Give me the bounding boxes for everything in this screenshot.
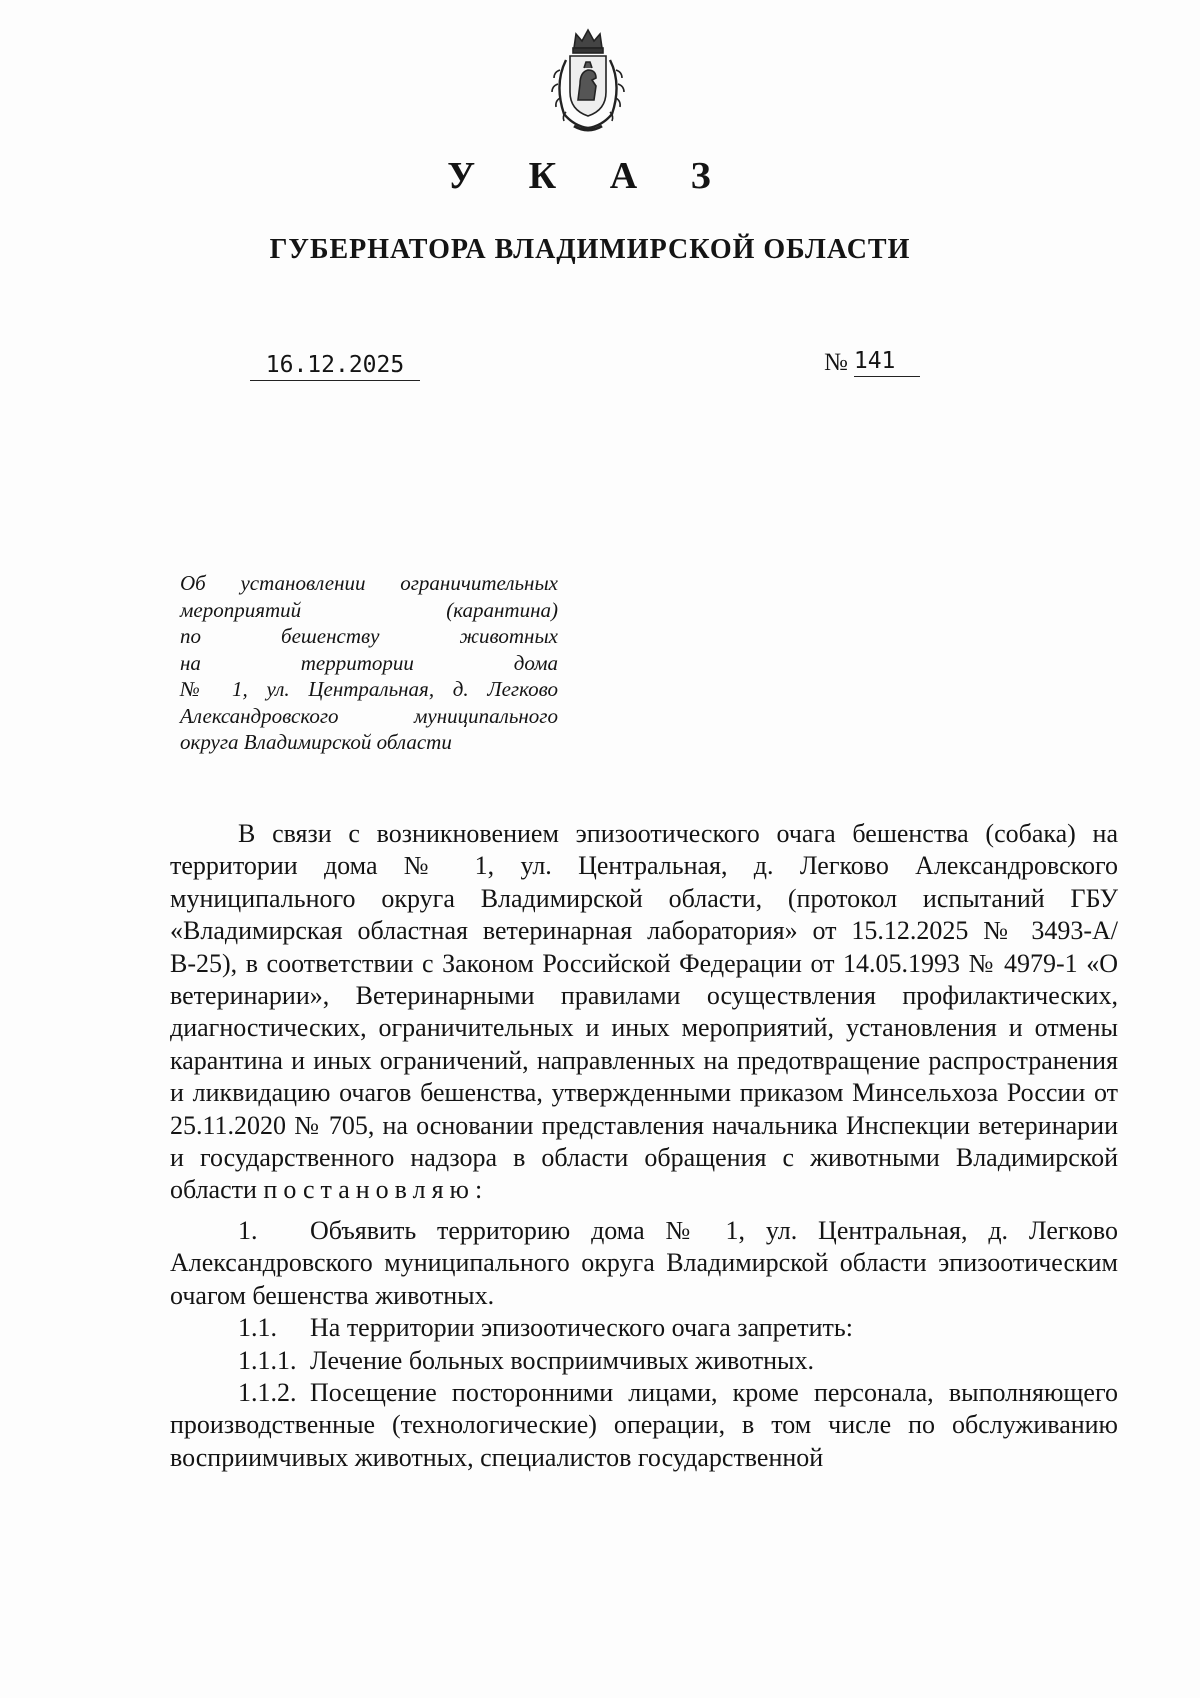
clause-text: Объявить территорию дома № 1, ул. Центральная, д. Легково Александровского муниципального округа Владимирской области эпизоотическим очагом бешенства животных. [170, 1215, 1118, 1310]
clause-text: На территории эпизоотического очага запретить: [310, 1313, 853, 1343]
clause-1-1 [170, 1312, 1118, 1344]
subject-line: № 1, ул. Центральная, д. Легково [180, 677, 558, 701]
clause-1-1-1 [170, 1345, 1118, 1377]
coat-of-arms-icon [540, 26, 636, 136]
subject-line: на территории дома [180, 650, 558, 675]
subject-line: Об установлении ограничительных [180, 571, 558, 595]
subject-line: по бешенству животных [180, 624, 558, 648]
clause-text: Посещение посторонними лицами, кроме персонала, выполняющего производственные (технологические) операции, в том числе по обслуживанию восприимчивых животных, специалистов государственной [170, 1377, 1118, 1472]
subject-line: Александровского муниципального [180, 703, 558, 728]
decree-subject [180, 570, 558, 756]
preamble-verb: постановляю: [263, 1175, 489, 1205]
number-sign: № [824, 349, 848, 376]
decree-body [170, 818, 1118, 1474]
number-value: 141 [854, 348, 920, 377]
clause-number: 1.1.1. [238, 1345, 297, 1375]
clause-number: 1.1.2. [238, 1377, 297, 1407]
clause-1-1-2 [170, 1377, 1118, 1474]
decree-date: 16.12.2025 [250, 352, 420, 381]
preamble-paragraph [170, 818, 1118, 1207]
decree-number [824, 348, 920, 377]
clause-number: 1. [238, 1215, 258, 1245]
clause-1 [170, 1215, 1118, 1312]
subject-line: округа Владимирской области [180, 730, 452, 754]
decree-title: У К А З [447, 155, 733, 197]
clause-text: Лечение больных восприимчивых животных. [310, 1345, 815, 1375]
clause-number: 1.1. [238, 1313, 277, 1343]
subject-line: мероприятий (карантина) [180, 597, 558, 622]
preamble-text: В связи с возникновением эпизоотического очага бешенства (собака) на территории дома № 1, ул. Центральная, д. Легково Александровского муниципального округа Владимирской области, (протокол испытаний ГБУ «Владимирская областная ветеринарная лаборатория» от 15.12.2025 № 3493-А/В-25), в соответствии с Законом Российской Федерации от 14.05.1993 № 4979-1 «О ветеринарии», Ветеринарными правилами осуществления профилактических, диагностических, ограничительных и иных мероприятий, установления и отмены карантина и иных ограничений, направленных на предотвращение распространения и ликвидацию очагов бешенства, утвержденными приказом Минсельхоза России от 25.11.2020 № 705, на основании представления начальника Инспекции ветеринарии и государственного надзора в области обращения с животными Владимирской области [170, 819, 1118, 1205]
issuing-authority: ГУБЕРНАТОРА ВЛАДИМИРСКОЙ ОБЛАСТИ [269, 234, 911, 265]
